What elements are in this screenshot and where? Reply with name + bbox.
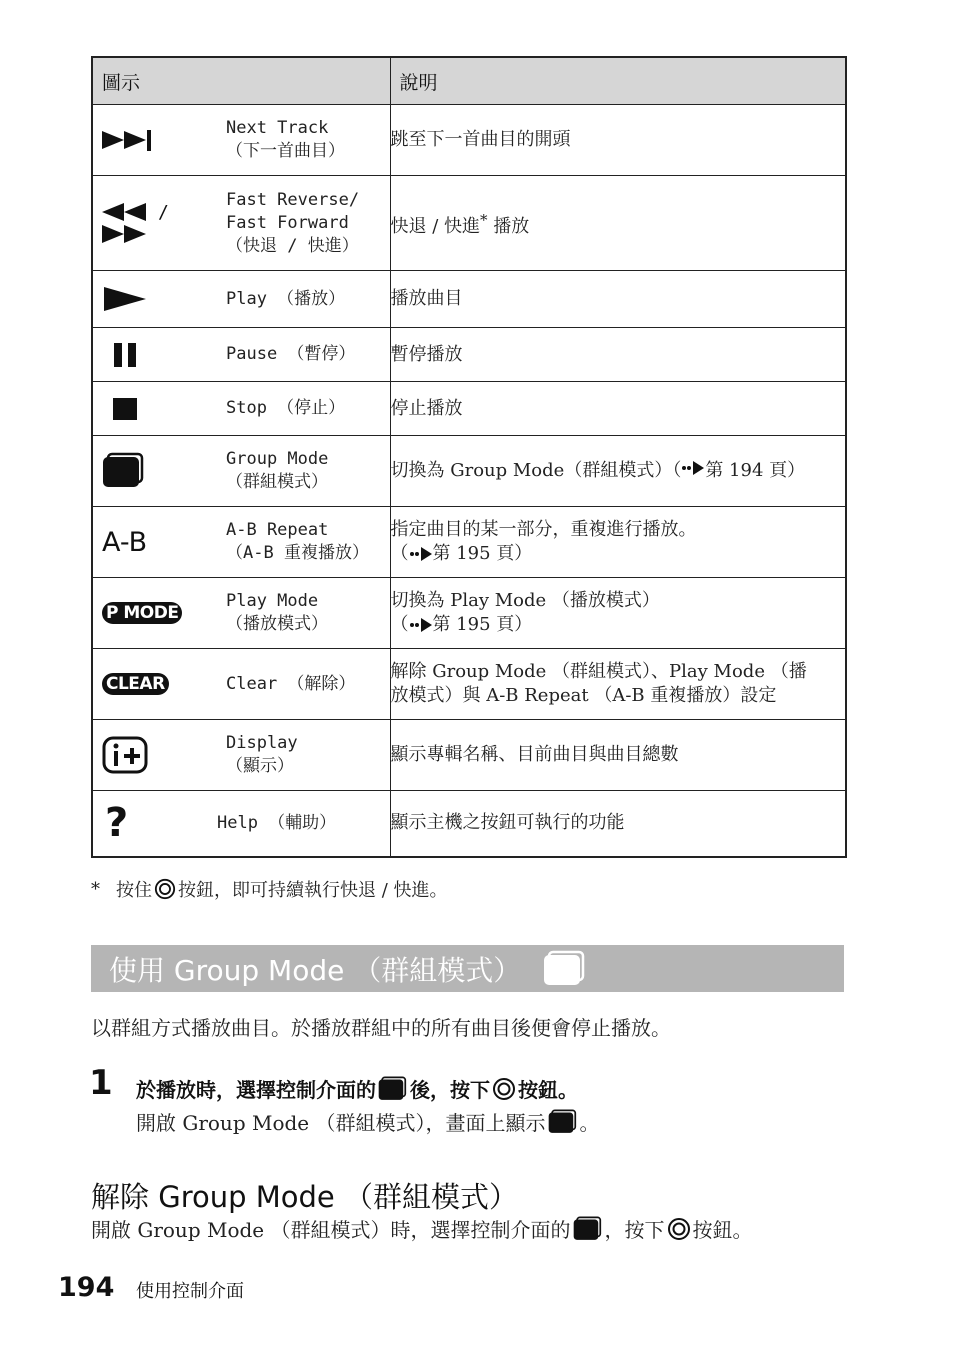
table-row: [92, 507, 846, 578]
stop-icon: [102, 395, 148, 423]
step-instruction: 於播放時，選擇控制介面的 後，按下 按鈕。: [136, 1074, 578, 1103]
control-description: 指定曲目的某一部分，重複進行播放。 （ 第 195 頁）: [390, 507, 846, 578]
control-description: 快退 / 快進* 播放: [390, 176, 846, 271]
group-mode-icon: [378, 1076, 408, 1102]
control-description: 切換為 Play Mode （播放模式） （ 第 195 頁）: [390, 578, 846, 649]
table-row: [92, 105, 846, 176]
cancel-heading: 解除 Group Mode （群組模式）: [91, 1180, 518, 1214]
step-number: 1: [89, 1063, 113, 1103]
group-mode-icon: [548, 1109, 578, 1135]
table-header-description: 說明: [390, 57, 846, 105]
control-description: 切換為 Group Mode（群組模式）（ 第 194 頁）: [390, 436, 846, 507]
control-name: Group Mode （群組模式）: [226, 449, 329, 492]
control-name: Clear （解除）: [226, 673, 356, 694]
control-description: 播放曲目: [390, 271, 846, 328]
control-name: Next Track （下一首曲目）: [226, 118, 345, 161]
reference-arrow-icon: [409, 617, 433, 633]
table-row: [92, 328, 846, 382]
display-icon: [102, 736, 148, 774]
control-name: Help （輔助）: [217, 812, 337, 833]
section-title: 使用 Group Mode （群組模式）: [109, 953, 522, 987]
pause-icon: [102, 341, 148, 369]
help-icon: ?: [105, 800, 129, 847]
play-icon: [102, 285, 148, 313]
control-name: Fast Reverse/ Fast Forward （快退 / 快進）: [226, 189, 360, 256]
control-name: Display （顯示）: [226, 733, 298, 776]
table-header-icon: 圖示: [92, 57, 390, 105]
footnote: * 按住 按鈕，即可持續執行快退 / 快進。: [91, 878, 448, 901]
control-name: Pause （暫停）: [226, 344, 356, 364]
control-description: 顯示主機之按鈕可執行的功能: [390, 791, 846, 857]
p-mode-icon: P MODE: [102, 602, 182, 624]
enter-button-icon: [154, 878, 176, 900]
cancel-instruction: 開啟 Group Mode （群組模式）時，選擇控制介面的 ，按下 按鈕。: [91, 1214, 753, 1243]
step-result: 開啟 Group Mode （群組模式），畫面上顯示 。: [136, 1107, 600, 1136]
reference-arrow-icon: [409, 546, 433, 562]
icon-table: [91, 56, 847, 858]
table-row: [92, 720, 846, 791]
group-mode-icon: [543, 950, 587, 988]
fast-reverse-forward-icon: /: [93, 201, 212, 245]
table-row: [92, 271, 846, 328]
control-description: 停止播放: [390, 382, 846, 436]
table-row: [92, 791, 846, 857]
group-mode-icon: [573, 1216, 603, 1242]
table-row: [92, 649, 846, 720]
table-row: [92, 578, 846, 649]
control-name: Stop （停止）: [226, 398, 346, 418]
control-name: Play Mode （播放模式）: [226, 591, 328, 634]
control-description: 跳至下一首曲目的開頭: [390, 105, 846, 176]
page-section-label: 使用控制介面: [136, 1281, 244, 1302]
group-mode-icon: [102, 452, 146, 490]
control-description: 顯示專輯名稱、目前曲目與曲目總數: [390, 720, 846, 791]
section-banner: [91, 945, 844, 992]
ab-repeat-icon: A-B: [102, 526, 148, 558]
control-name: Play （播放）: [226, 288, 346, 309]
enter-button-icon: [492, 1077, 516, 1101]
section-intro: 以群組方式播放曲目。於播放群組中的所有曲目後便會停止播放。: [91, 1016, 671, 1040]
control-name: A-B Repeat （A-B 重複播放）: [226, 520, 369, 563]
table-row: [92, 382, 846, 436]
enter-button-icon: [667, 1217, 691, 1241]
control-description: 解除 Group Mode （群組模式）、Play Mode （播 放模式）與 A-B Repeat （A-B 重複播放）設定: [390, 649, 846, 720]
reference-arrow-icon: [681, 460, 705, 476]
clear-icon: CLEAR: [102, 673, 169, 695]
page-number: 194: [58, 1272, 115, 1303]
control-description: 暫停播放: [390, 328, 846, 382]
table-row: [92, 176, 846, 271]
table-row: [92, 436, 846, 507]
next-track-icon: [102, 127, 154, 153]
